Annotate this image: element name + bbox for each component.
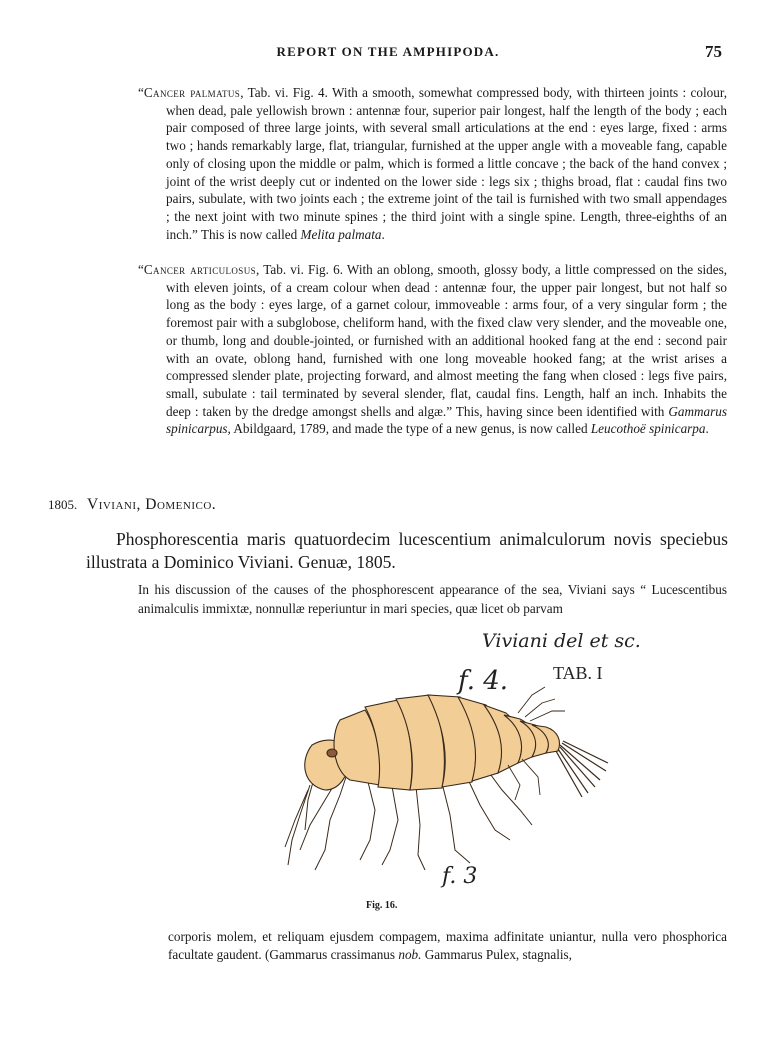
section-author: Viviani, Domenico. (87, 496, 217, 513)
open-quote: “ (138, 85, 144, 100)
bottom-italic: nob. (398, 947, 422, 962)
quoted-entry-cancer-palmatus (138, 84, 727, 243)
figure-label: f. 4. (458, 666, 509, 696)
work-title-text: Phosphorescentia maris quatuordecim lucescentium animalculorum novis speciebus illustrata a Dominico Viviani. Genuæ, 1805. (86, 529, 728, 572)
amphipod-illustration (270, 625, 650, 890)
entry-paragraph (138, 84, 727, 243)
plate-label: TAB. I (553, 663, 603, 683)
entry-tail: . (381, 226, 385, 242)
entry-text: , Tab. vi. Fig. 6. With an oblong, smooth, glossy body, a little compressed on the sides, with eleven joints, of a cream colour when dead : antennæ four, the upper pair longest, but not half so long as the body : eyes large, of a garnet colour, immoveable : arms four, of a very singular form ; the foremost pair with a subglobose, cheliform hand, with the fixed claw very slender, and the moveable one, or thumb, long and double-jointed, or furnished with an additional hooked fang at the end : second pair with an ovate, oblong hand, furnished with one long moveable hooked fang; at the wrist arises a compressed slender plate, projecting forward, and almost meeting the fang when closed : legs five pairs, small, subulate : tail terminated by several slender, flat, caudal fins. Length, half an inch. Inhabits the deep : taken by the dredge amongst shells and algæ.” This, having since been identified with (166, 262, 728, 419)
entry-text: , Tab. vi. Fig. 4. With a smooth, somewhat compressed body, with thirteen joints : colour, when dead, pale yellowish brown : antennæ four, superior pair longest, half the length of the body ; each pair composed of three large joints, with several small articulations at the end : eyes large, fixed : arms two ; hands remarkably large, flat, triangular, furnished at the upper angle with a moveable fang, capable only of closing upon the middle or palm, which is formed a little concave ; the back of the hand convex ; joint of the wrist deeply cut or indented on the lower side : legs six ; thighs broad, flat : caudal fins two pairs, subulate, with two joints each ; the extreme joint of the tail is furnished with two small appendages ; the next joint with two minute spines ; the third joint with a single spine. Length, three-eighths of an inch.” This is now called (166, 85, 727, 242)
mirror-label: f. 3 (442, 864, 478, 889)
entry-text-continued: , Abildgaard, 1789, and made the type of a new genus, is now called (227, 421, 591, 437)
species-name: Cancer articulosus (143, 262, 257, 277)
species-name: Cancer palmatus (143, 85, 241, 100)
figure-caption: Fig. 16. (366, 900, 398, 911)
figure (270, 625, 650, 890)
signature-text: Viviani del et sc. (482, 630, 641, 652)
bottom-paragraph (168, 928, 727, 964)
intro-paragraph: In his discussion of the causes of the phosphorescent appearance of the sea, Viviani says “ Lucescentibus animalculis immixtæ, nonnullæ reperiuntur in mari species, quæ licet ob parvam (138, 582, 727, 616)
page-number: 75 (705, 42, 722, 61)
eye (327, 749, 337, 757)
open-quote: “ (138, 262, 144, 277)
quoted-entry-cancer-articulosus (138, 261, 727, 438)
signature-scrawl (456, 630, 641, 696)
bottom-text: corporis molem, et reliquam ejusdem compagem, maxima adfinitate uniantur, nulla vero phosphorica facultate gaudent. (Gammarus crassimanus (168, 929, 727, 962)
amphipod-body (285, 687, 608, 870)
uropod-bristles (556, 741, 608, 797)
section-year: 1805. (48, 497, 78, 512)
antennae (285, 775, 315, 865)
section-heading (48, 496, 216, 514)
running-title: REPORT ON THE AMPHIPODA. (276, 44, 500, 59)
entry-tail: . (705, 421, 709, 437)
work-title (86, 528, 728, 574)
italic-species-name: Leucothoë spinicarpa (590, 421, 706, 437)
italic-synonym: Gammarus spinicarpus (166, 403, 727, 437)
bottom-tail: Gammarus Pulex, stagnalis, (421, 947, 572, 962)
entry-paragraph (138, 261, 727, 438)
italic-species-name: Melita palmata (300, 226, 382, 242)
